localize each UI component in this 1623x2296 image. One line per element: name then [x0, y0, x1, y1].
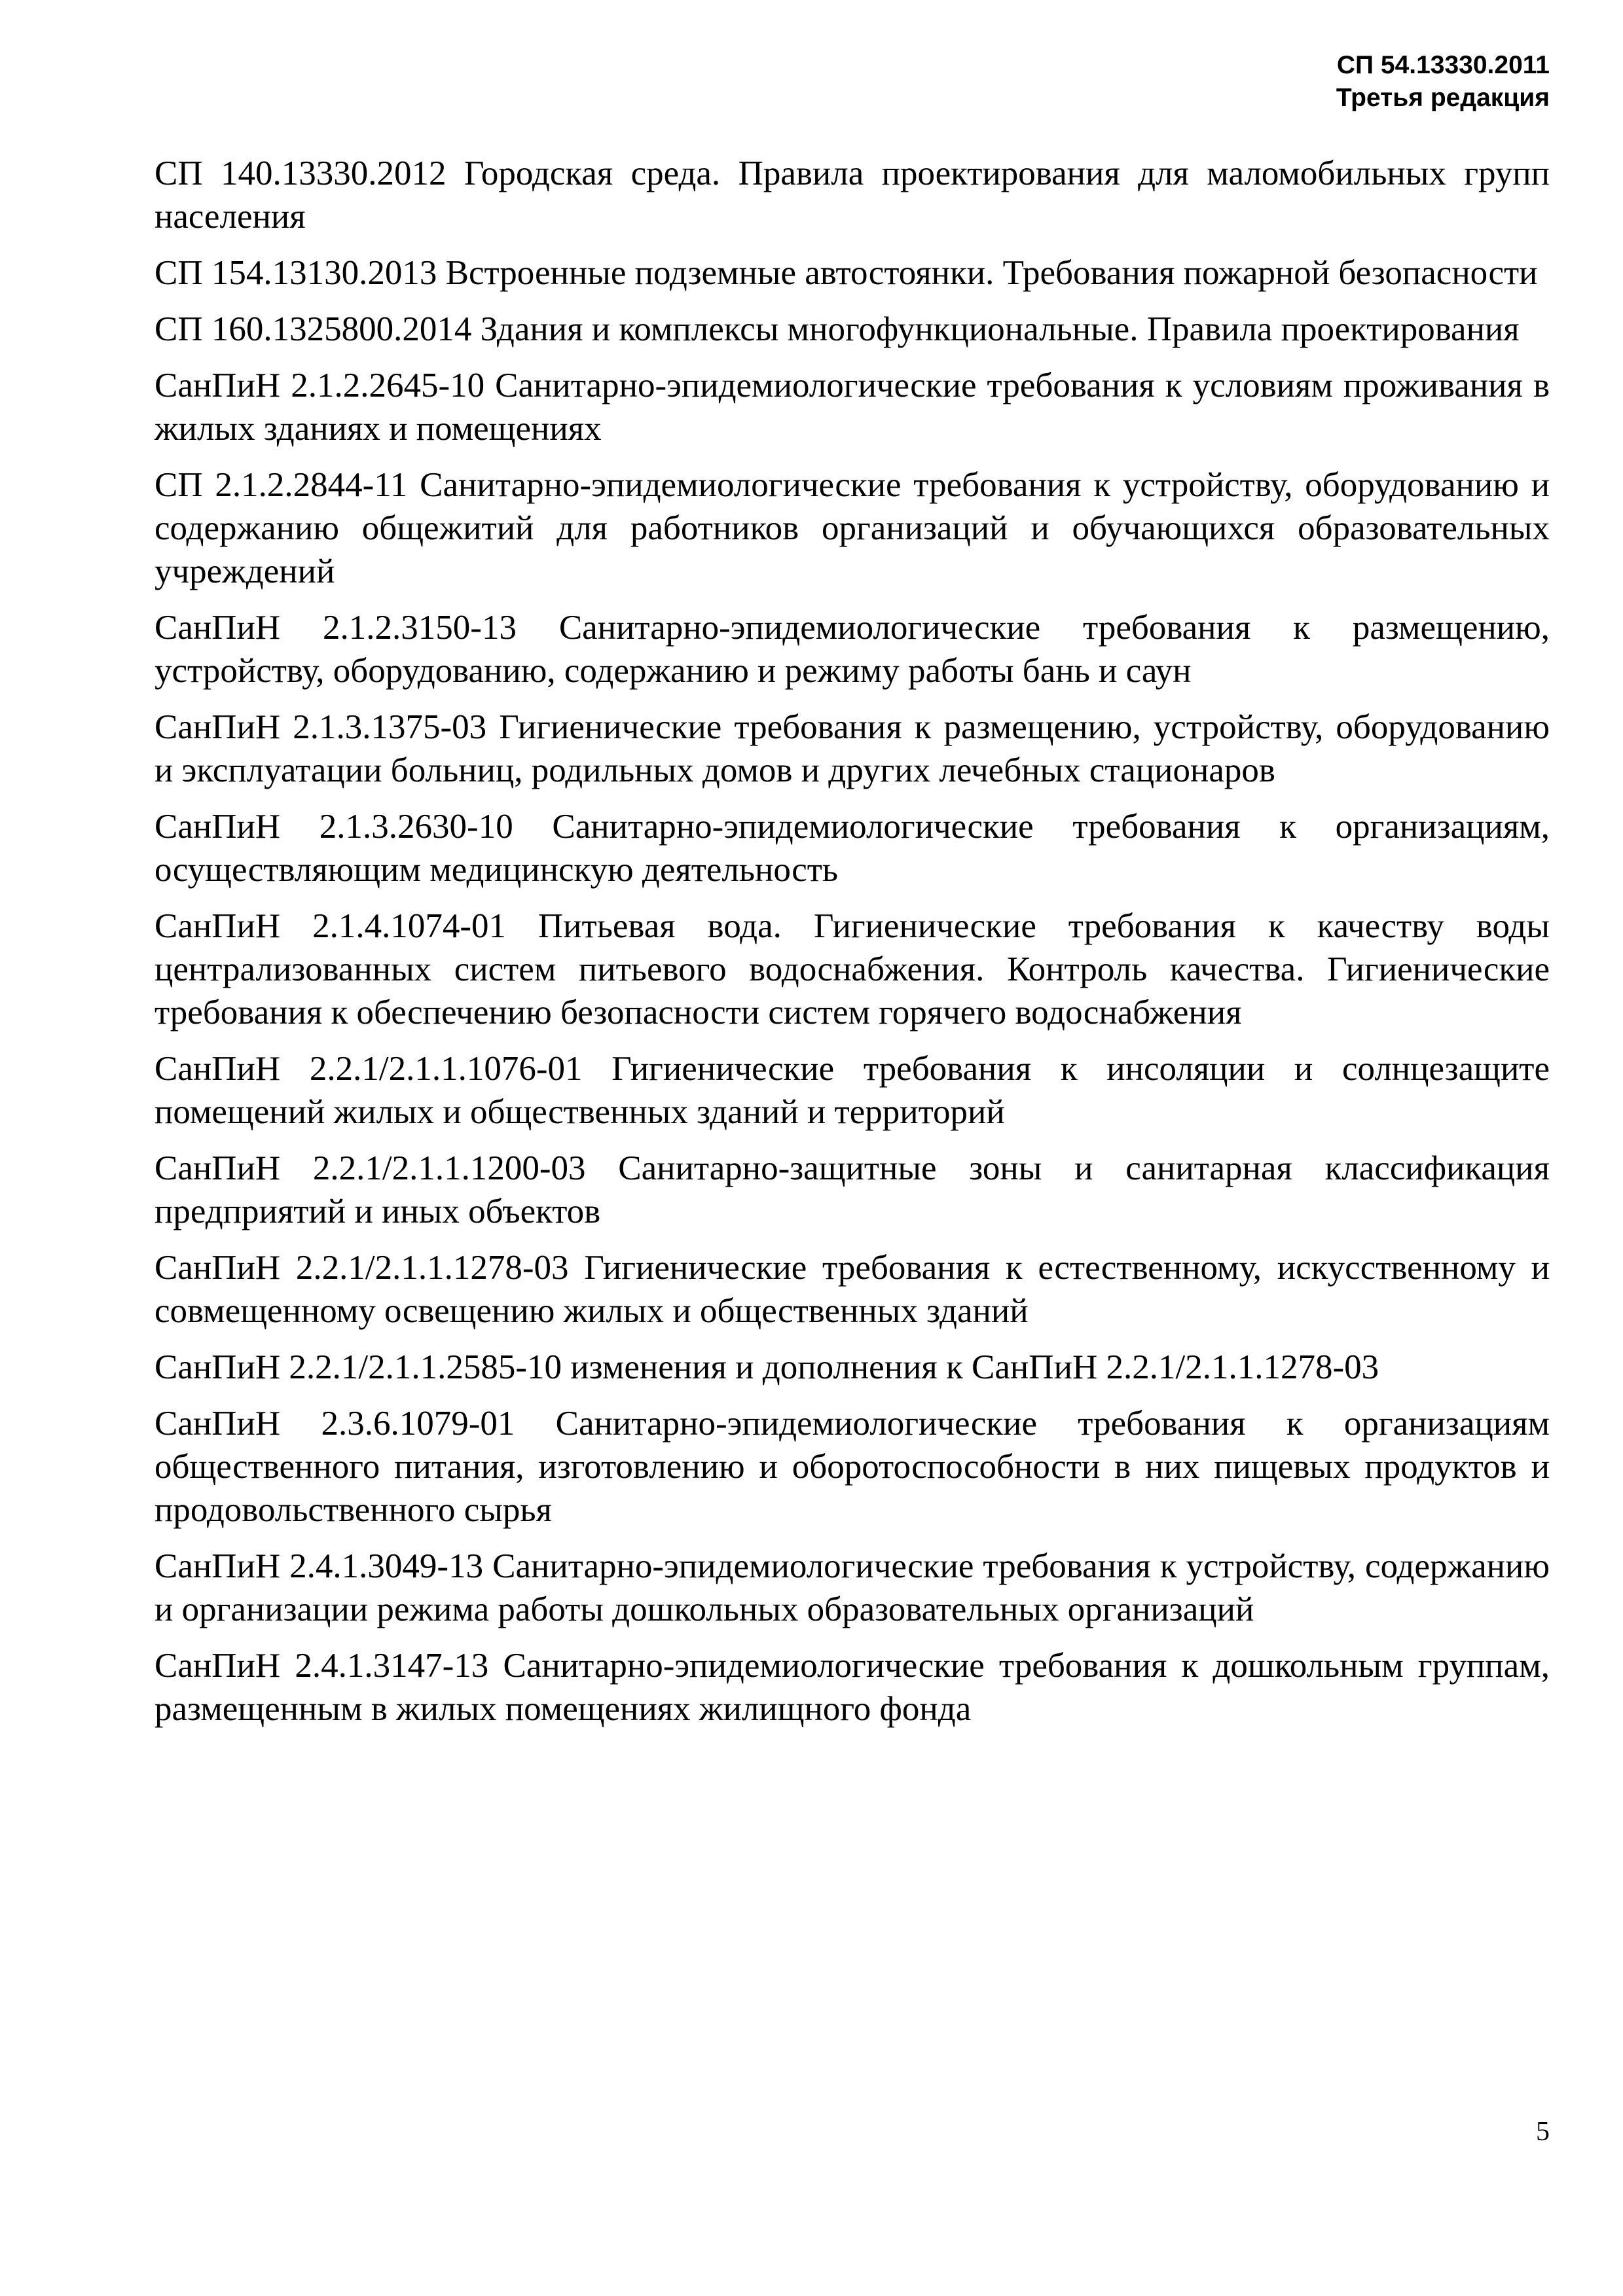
references-list	[155, 152, 1550, 1744]
reference-item: СП 2.1.2.2844-11 Санитарно-эпидемиологические требования к устройству, оборудованию и содержанию общежитий для работников организаций и обучающихся образовательных учреждений	[155, 466, 1550, 590]
reference-item: СанПиН 2.1.4.1074-01 Питьевая вода. Гигиенические требования к качеству воды централизованных систем питьевого водоснабжения. Контроль качества. Гигиенические требования к обеспечению безопасности систем горячего водоснабжения	[155, 907, 1550, 1031]
reference-item: СанПиН 2.2.1/2.1.1.1076-01 Гигиенические требования к инсоляции и солнцезащите помещений жилых и общественных зданий и территорий	[155, 1050, 1550, 1131]
reference-item: СанПиН 2.4.1.3147-13 Санитарно-эпидемиологические требования к дошкольным группам, размещенным в жилых помещениях жилищного фонда	[155, 1647, 1550, 1728]
reference-item: СанПиН 2.4.1.3049-13 Санитарно-эпидемиологические требования к устройству, содержанию и организации режима работы дошкольных образовательных организаций	[155, 1547, 1550, 1628]
reference-item: СанПиН 2.2.1/2.1.1.2585-10 изменения и дополнения к СанПиН 2.2.1/2.1.1.1278-03	[155, 1348, 1379, 1386]
document-code: СП 54.13330.2011	[1336, 51, 1550, 79]
reference-item: СанПиН 2.1.3.2630-10 Санитарно-эпидемиологические требования к организациям, осуществляющим медицинскую деятельность	[155, 808, 1550, 889]
reference-item: СП 160.1325800.2014 Здания и комплексы многофункциональные. Правила проектирования	[155, 310, 1520, 348]
reference-item: СанПиН 2.1.2.3150-13 Санитарно-эпидемиологические требования к размещению, устройству, оборудованию, содержанию и режиму работы бань и саун	[155, 609, 1550, 690]
reference-item: СанПиН 2.2.1/2.1.1.1200-03 Санитарно-защитные зоны и санитарная классификация предприятий и иных объектов	[155, 1149, 1550, 1230]
reference-item: СанПиН 2.3.6.1079-01 Санитарно-эпидемиологические требования к организациям общественного питания, изготовлению и оборотоспособности в них пищевых продуктов и продовольственного сырья	[155, 1405, 1550, 1529]
reference-item: СанПиН 2.2.1/2.1.1.1278-03 Гигиенические требования к естественному, искусственному и совмещенному освещению жилых и общественных зданий	[155, 1249, 1550, 1330]
reference-item: СП 140.13330.2012 Городская среда. Правила проектирования для маломобильных групп населения	[155, 154, 1550, 236]
page-number: 5	[1536, 2117, 1550, 2147]
reference-item: СанПиН 2.1.3.1375-03 Гигиенические требования к размещению, устройству, оборудованию и эксплуатации больниц, родильных домов и других лечебных стационаров	[155, 708, 1550, 789]
page-header	[1336, 49, 1550, 115]
reference-item: СП 154.13130.2013 Встроенные подземные автостоянки. Требования пожарной безопасности	[155, 254, 1538, 292]
reference-item: СанПиН 2.1.2.2645-10 Санитарно-эпидемиологические требования к условиям проживания в жилых зданиях и помещениях	[155, 367, 1550, 448]
document-edition: Третья редакция	[1336, 84, 1550, 112]
